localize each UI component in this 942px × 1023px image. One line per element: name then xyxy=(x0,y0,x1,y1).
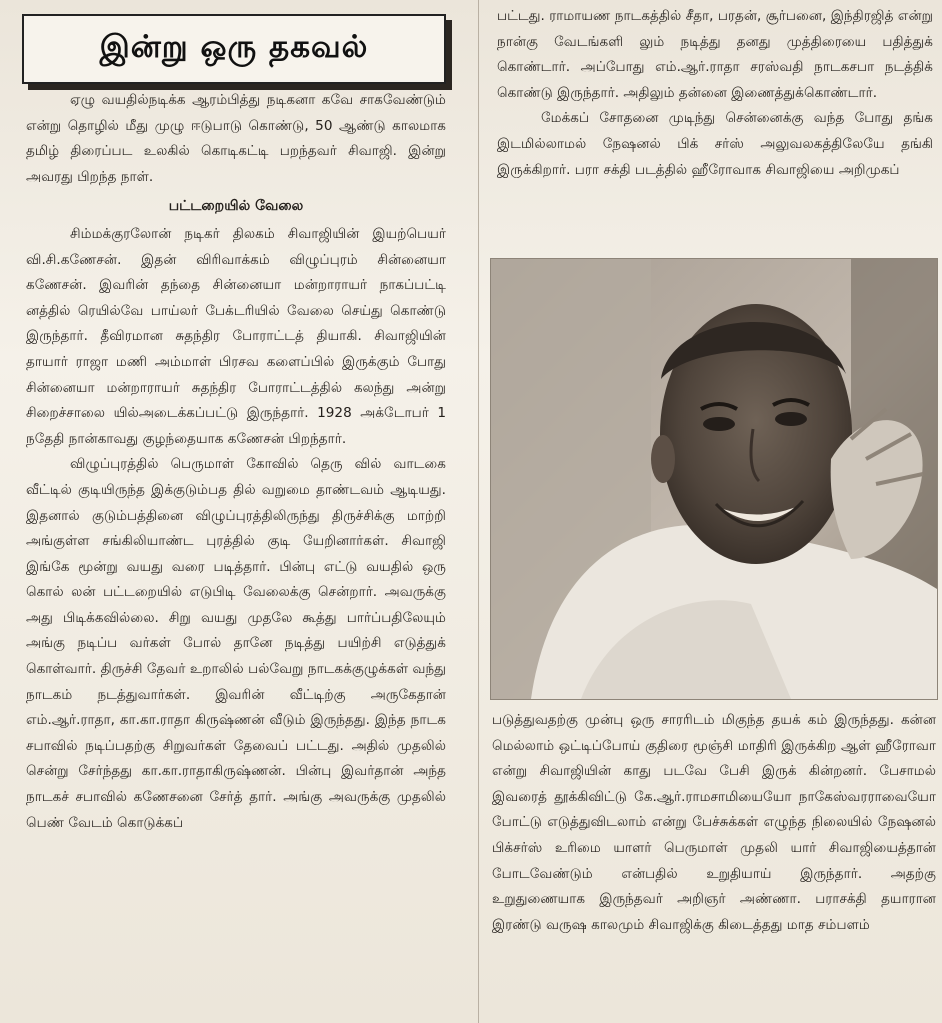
headline-box xyxy=(22,14,446,84)
article-paragraph-3: பட்டது. ராமாயண நாடகத்தில் சீதா, பரதன், சூர்பனை, இந்திரஜித் என்று நான்கு வேடங்களி லும் நடித்து தனது முத்திரையை பதித்துக் கொண்டார். அப்போது எம்.ஆர்.ராதா சரஸ்வதி நாடகசபா நடத்திக் கொண்டு இருந்தார். அதிலும் தன்னை இணைத்துக்கொண்டார். xyxy=(497,8,933,101)
article-paragraph-2: விழுப்புரத்தில் பெருமாள் கோவில் தெரு வில் வாடகை வீட்டில் குடியிருந்த இக்குடும்பத தில் வறுமை தாண்டவம் ஆடியது. இதனால் குடும்பத்தினை விழுப்புரத்திலிருந்து திருச்சிக்கு மாற்றி அங்குள்ள சங்கிலியாண்ட புரத்தில் குடி யேறினார்கள். சிவாஜி இங்கே மூன்று வயது வரை படித்தார். பின்பு எட்டு வயதில் ஒரு கொல் லன் பட்டறையில் எடுபிடி வேலைக்கு சென்றார். அவருக்கு அது பிடிக்கவில்லை. சிறு வயது முதலே கூத்து பார்ப்பதிலேயும் அங்கு நடிப்ப வர்கள் போல் தானே நடித்து பயிற்சி எடுத்துக் கொள்வார். திருச்சி தேவர் உறாலில் பல்வேறு நாடகக்குழுக்கள் வந்து நாடகம் நடத்துவார்கள். இவரின் வீட்டிற்கு அருகேதான் எம்.ஆர்.ராதா, கா.கா.ராதா கிருஷ்ணன் வீடும் இருந்தது. இந்த நாடக சபாவில் நடிப்பதற்கு சிறுவர்கள் தேவைப் பட்டது. அதில் முதலில் சென்று சேர்ந்தது கா.கா.ராதாகிருஷ்ணன். பின்பு இவர்தான் அந்த நாடகச் சபாவில் கணேசனை சேர்த் தார். அங்கு அவருக்கு முதலில் பெண் வேடம் கொடுக்கப் xyxy=(26,456,446,831)
portrait-photo-icon xyxy=(491,259,937,699)
intro-paragraph: ஏழு வயதில்நடிக்க ஆரம்பித்து நடிகனா கவே சாகவேண்டும் என்று தொழில் மீது முழு ஈடுபாடு கொண்டு, 50 ஆண்டு காலமாக தமிழ் திரைப்பட உலகில் கொடிகட்டி பறந்தவர் சிவாஜி. இன்று அவரது பிறந்த நாள். xyxy=(26,92,446,185)
column-divider xyxy=(478,0,479,1023)
article-paragraph-4: மேக்கப் சோதனை முடிந்து சென்னைக்கு வந்த போது தங்க இடமில்லாமல் நேஷனல் பிக் சர்ஸ் அலுவலகத்திலேயே தங்கி இருக்கிறார். பரா சக்தி படத்தில் ஹீரோவாக சிவாஜியை அறிமுகப் xyxy=(497,110,933,178)
article-paragraph-1: சிம்மக்குரலோன் நடிகர் திலகம் சிவாஜியின் இயற்பெயர் வி.சி.கணேசன். இதன் விரிவாக்கம் விழுப்புரம் சின்னையா கணேசன். இவரின் தந்தை சின்னையா மன்றாராயர் நாகப்பட்டி னத்தில் ரெயில்வே பாய்லர் பேக்டரியில் வேலை செய்து கொண்டு இருந்தார். தீவிரமான சுதந்திர போராட்டத் தியாகி. சிவாஜியின் தாயார் ராஜா மணி அம்மாள் பிரசவ களைப்பில் இருக்கும் போது சின்னையா மன்றாராயர் சுதந்திர போராட்டத்தில் கலந்து அன்று சிறைச்சாலை யில்அடைக்கப்பட்டு இருந்தார். 1928 அக்டோபர் 1 நதேதி நான்காவது குழந்தையாக கணேசன் பிறந்தார். xyxy=(26,225,446,447)
right-column-top xyxy=(497,4,933,183)
left-column xyxy=(26,88,446,836)
headline: இன்று ஒரு தகவல் xyxy=(99,29,369,65)
portrait-photo xyxy=(490,258,938,700)
right-column-bottom xyxy=(492,708,936,938)
article-paragraph-5: படுத்துவதற்கு முன்பு ஒரு சாரரிடம் மிகுந்த தயக் கம் இருந்தது. கன்ன மெல்லாம் ஒட்டிப்போய் குதிரை மூஞ்சி மாதிரி இருக்கிற ஆள் ஹீரோவா என்று சிவாஜியின் காது படவே பேசி இருக் கின்றனர். பேசாமல் இவரைத் தூக்கிவிட்டு கே.ஆர்.ராமசாமியையோ நாகேஸ்வரராவையோ போட்டு எடுத்துவிடலாம் என்று பேச்சுக்கள் எழுந்த நிலையில் நேஷனல் பிக்சர்ஸ் உரிமை யாளர் பெருமாள் முதலி யார் சிவாஜியைத்தான் போடவேண்டும் என்பதில் உறுதியாய் இருந்தார். அதற்கு உறுதுணையாக இருந்தவர் அறிஞர் அண்ணா. பராசக்தி தயாரான இரண்டு வருஷ காலமும் சிவாஜிக்கு கிடைத்தது மாத சம்பளம் xyxy=(492,712,936,933)
subheading: பட்டறையில் வேலை xyxy=(168,198,304,215)
